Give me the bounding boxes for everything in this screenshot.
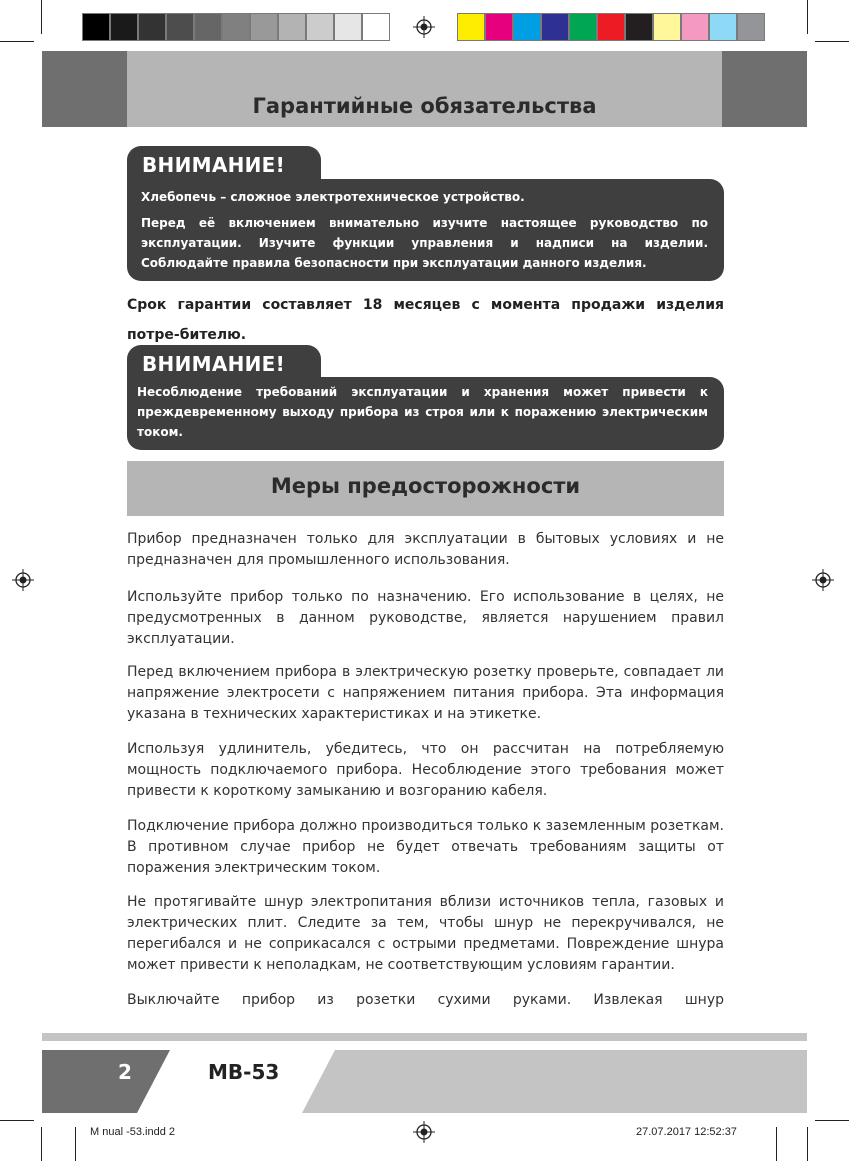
color-swatch [625, 13, 653, 41]
warning-box [127, 377, 724, 450]
paragraph: Прибор предназначен только для эксплуатации в бытовых условиях и не предназначен для промышленного использования. [127, 531, 724, 568]
paragraph: Используя удлинитель, убедитесь, что он рассчитан на потребляемую мощность подключаемого прибора. Несоблюдение этого требования может привести к короткому замыканию и возгоранию кабеля. [127, 741, 724, 799]
crop-mark [776, 1127, 777, 1161]
process-color-bar [457, 13, 765, 41]
warning-text: Несоблюдение требований эксплуатации и хранения может привести к преждевременному выходу прибора из строя или к поражению электрическим током. [137, 385, 708, 439]
page-number: 2 [118, 1060, 132, 1084]
page-title: Гарантийные обязательства [252, 94, 597, 118]
color-swatch [110, 13, 138, 41]
crop-mark [75, 1127, 76, 1161]
file-slug: M nual -53.indd 2 [90, 1126, 175, 1138]
registration-mark-left-icon [12, 569, 34, 591]
color-swatch [278, 13, 306, 41]
warning-label: ВНИМАНИЕ! [142, 352, 286, 376]
warning-box [127, 179, 724, 281]
color-swatch [138, 13, 166, 41]
color-swatch [306, 13, 334, 41]
registration-mark-bottom-icon [413, 1121, 435, 1143]
color-swatch [485, 13, 513, 41]
color-swatch [513, 13, 541, 41]
crop-mark [41, 1127, 42, 1161]
color-swatch [681, 13, 709, 41]
color-swatch [569, 13, 597, 41]
crop-mark [41, 0, 42, 34]
crop-mark [807, 0, 808, 34]
paragraph: Используйте прибор только по назначению. Его использование в целях, не предусмотренных в данном руководстве, является нарушением правил эксплуатации. [127, 589, 724, 647]
gray-ramp-bar [82, 13, 390, 41]
registration-mark-top-icon [413, 16, 435, 38]
registration-mark-right-icon [812, 569, 834, 591]
warning-label: ВНИМАНИЕ! [142, 153, 286, 177]
color-swatch [653, 13, 681, 41]
color-swatch [194, 13, 222, 41]
color-swatch [597, 13, 625, 41]
color-swatch [709, 13, 737, 41]
footer-band [42, 1050, 807, 1113]
section-title: Меры предосторожности [270, 474, 581, 498]
warning-line: Хлебопечь – сложное электротехническое устройство. [141, 190, 525, 204]
paragraph: Подключение прибора должно производиться только к заземленным розеткам. В противном случае прибор не будет отвечать требованиям защиты от поражения электрическим током. [127, 818, 724, 876]
crop-mark [0, 41, 34, 42]
color-swatch [457, 13, 485, 41]
color-swatch [334, 13, 362, 41]
paragraph: Перед включением прибора в электрическую розетку проверьте, совпадает ли напряжение электросети с напряжением питания прибора. Эта информация указана в технических характеристиках и на этикетке. [127, 664, 724, 722]
crop-mark [807, 1127, 808, 1161]
paragraph: Выключайте прибор из розетки сухими руками. Извлекая шнур [127, 992, 724, 1008]
model-name: MB-53 [208, 1060, 280, 1084]
color-swatch [82, 13, 110, 41]
paragraph: Не протягивайте шнур электропитания вблизи источников тепла, газовых и электрических плит. Следите за тем, чтобы шнур не перекручивался, не перегибался и не соприкасался с острыми предметами. Повреждение шнура может привести к неполадкам, не соответствующим условиям гарантии. [127, 894, 724, 973]
crop-mark [0, 1120, 34, 1121]
color-swatch [737, 13, 765, 41]
color-swatch [362, 13, 390, 41]
color-swatch [541, 13, 569, 41]
crop-mark [815, 1120, 849, 1121]
print-timestamp: 27.07.2017 12:52:37 [636, 1126, 737, 1138]
color-swatch [222, 13, 250, 41]
crop-mark [815, 41, 849, 42]
color-swatch [250, 13, 278, 41]
guarantee-text: Срок гарантии составляет 18 месяцев с момента продажи изделия потре-бителю. [127, 297, 724, 343]
warning-text: Перед её включением внимательно изучите настоящее руководство по эксплуатации. Изучите функции управления и надписи на изделии. Соблюдайте правила безопасности при эксплуатации данного изделия. [141, 216, 708, 270]
footer-rule [42, 1033, 807, 1041]
color-swatch [166, 13, 194, 41]
